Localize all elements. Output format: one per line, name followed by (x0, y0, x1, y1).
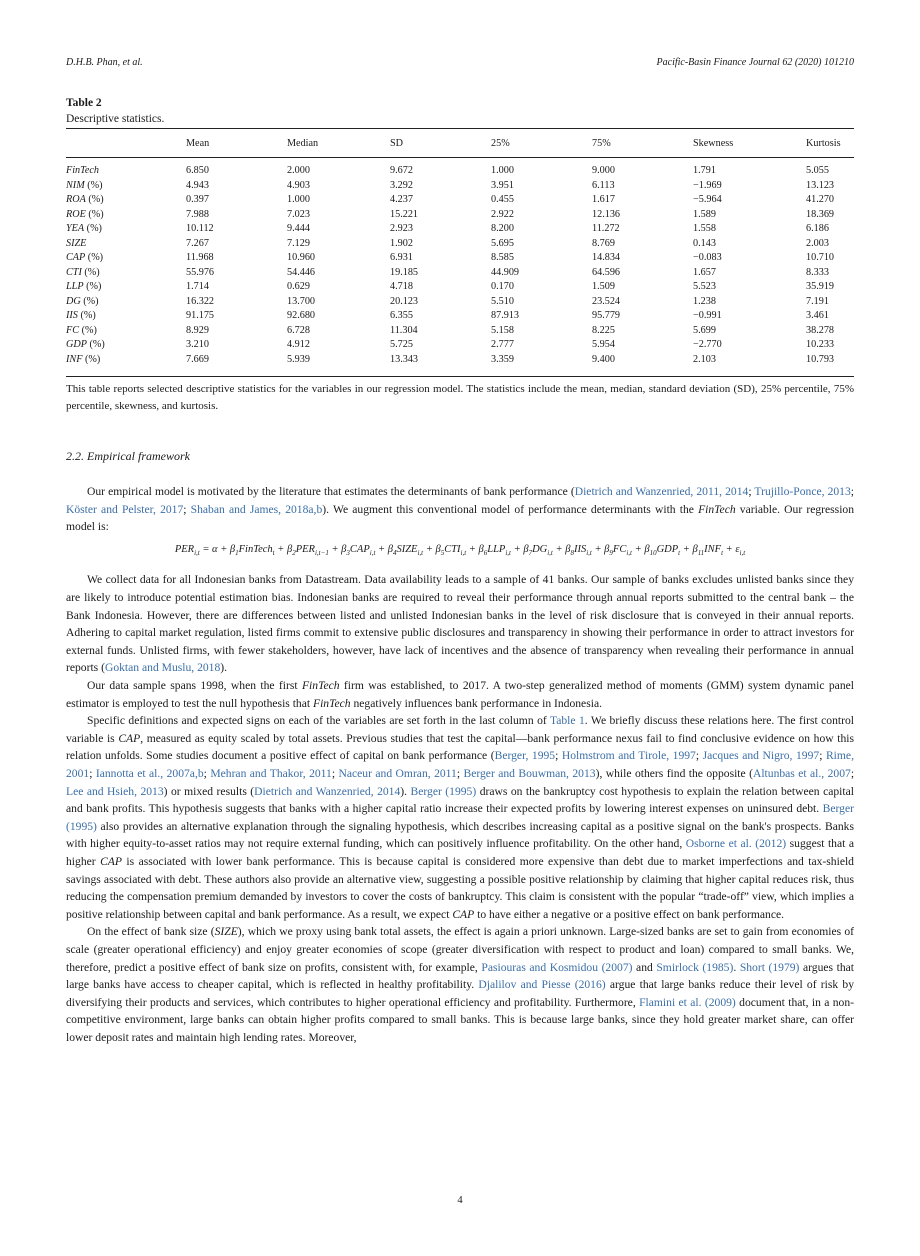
table-row (66, 266, 854, 281)
column-header: 75% (592, 129, 693, 158)
citation-link[interactable]: Naceur and Omran, 2011 (338, 767, 457, 780)
regression-equation: $PER_{i,t} = \alpha$ + $\beta_1FinTech_t + \beta_2PER_{i,t-1} + \beta_3CAP_{i,t}$ + $\beta_4SIZE_{i,t} + \beta_5CTI_{i,t} + \beta_6LLP_{i,t} + \beta_7DG_{i,t} + \beta_8IIS_{i,t} + \beta_9FC_{i,t} + \beta_{10}GDP_t + \beta_{11}INF_t + \varepsilon_{i,t}$ (174, 543, 746, 557)
variable-name-cell (66, 222, 186, 237)
stat-value-cell: 2.003 (806, 237, 829, 249)
stat-value-cell: −5.964 (693, 194, 722, 205)
citation-link[interactable]: Jacques and Nigro, 1997 (702, 749, 820, 763)
stat-value-cell: 5.699 (693, 324, 716, 336)
stat-value-cell: 44.909 (491, 266, 520, 278)
variable-name: ROA (66, 194, 86, 205)
stat-value-cell: 8.333 (806, 266, 829, 278)
variable-name-cell (66, 338, 186, 353)
stat-value-cell: 8.200 (491, 223, 514, 234)
stat-value-cell: 11.272 (592, 223, 620, 234)
citation-link[interactable]: Smirlock (1985) (656, 960, 734, 974)
stat-value-cell: 9.444 (287, 223, 310, 234)
variable-name: SIZE (66, 237, 87, 249)
variable-name-cell (66, 193, 186, 208)
page-number: 4 (457, 1195, 463, 1206)
citation-link[interactable]: Flamini et al. (2009) (639, 995, 736, 1009)
table-row (66, 222, 854, 237)
stat-value-cell: 6.113 (592, 179, 615, 191)
column-header: SD (390, 129, 491, 158)
stat-value-cell: 10.960 (287, 252, 316, 263)
stat-value-cell: 0.455 (491, 194, 514, 205)
stat-value-cell: 1.902 (390, 237, 413, 249)
stat-value-cell: 16.322 (186, 295, 215, 307)
column-header: 25% (491, 129, 592, 158)
stat-value-cell: 5.695 (491, 237, 514, 249)
variable-name: ROE (66, 208, 86, 220)
citation-link[interactable]: Berger and Bouwman, 2013 (463, 767, 596, 780)
stat-value-cell: 4.912 (287, 339, 310, 350)
body-text (66, 483, 854, 1047)
stat-value-cell: 1.558 (693, 223, 716, 234)
stat-value-cell: 91.175 (186, 310, 215, 321)
variable-unit: (%) (80, 295, 99, 307)
stat-value-cell: 6.186 (806, 223, 829, 234)
citation-link[interactable]: Berger (1995) (410, 784, 477, 798)
stat-value-cell: 92.680 (287, 310, 316, 321)
stat-value-cell: 5.939 (287, 353, 390, 377)
stat-value-cell: 15.221 (390, 208, 419, 220)
running-header-authors: D.H.B. Phan, et al. (66, 57, 143, 68)
citation-link[interactable]: Pasiouras and Kosmidou (2007) (481, 960, 633, 974)
variable-unit: (%) (86, 339, 105, 350)
stat-value-cell: 10.710 (806, 252, 835, 263)
stat-value-cell: 1.714 (186, 281, 209, 292)
stat-value-cell: 1.617 (592, 194, 615, 205)
variable-name: INF (66, 353, 83, 365)
column-header: Mean (186, 129, 287, 158)
citation-link[interactable]: Dietrich and Wanzenried, 2014 (254, 784, 401, 798)
paragraph: We collect data for all Indonesian banks from Datastream. Data availability leads to a sample of 41 banks. Our sample of banks excludes unlisted banks since they are likely to introduce potential estimation bias. Indonesian banks are required to reveal their performance through annual reports submitted to the central bank – the Bank Indonesia. However, there are differences between listed and unlisted Indonesian banks in the level of risk disclosure that is conveyed in their annual reports. Adhering to capital market regulation, listed firms commit to extensive public disclosures and transparency in showing their performance in order to attract investors for external funds. Unlisted firms, with fewer stakeholders, however, have lack of incentives and the absence of transparency when revealing their performance in annual reports (Goktan and Muslu, 2018). (66, 573, 854, 675)
table-row (66, 324, 854, 339)
stat-value-cell: 4.903 (287, 179, 310, 191)
stat-value-cell: 1.000 (491, 165, 514, 176)
stat-value-cell: 0.143 (693, 237, 716, 249)
stat-value-cell: 4.237 (390, 194, 413, 205)
variable-unit: (%) (77, 310, 96, 321)
stat-value-cell: 6.931 (390, 252, 413, 263)
table-row (66, 251, 854, 266)
stat-value-cell: 1.791 (693, 165, 716, 176)
stat-value-cell: 7.023 (287, 208, 310, 220)
variable-name-cell (66, 179, 186, 194)
stat-value-cell: 5.055 (806, 165, 829, 176)
stat-value-cell: 13.123 (806, 179, 835, 191)
stat-value-cell: 13.343 (390, 353, 491, 377)
variable-unit: (%) (85, 208, 104, 220)
variable-name-cell (66, 280, 186, 295)
variable-name-cell (66, 237, 186, 252)
stat-value-cell: 7.129 (287, 237, 310, 249)
stat-value-cell: 4.718 (390, 281, 413, 292)
paragraph: Specific definitions and expected signs on each of the variables are set forth in the last column of Table 1. We briefly discuss these relations here. The first control variable is CAP, measured as equity scaled by total assets. Previous studies that test the capital—bank performance nexus fail to find conclusive evidence on how this relation unfolds. Some studies document a positive effect of capital on bank performance (Berger, 1995; Holmstrom and Tirole, 1997; Jacques and Nigro, 1997; Rime, 2001; Iannotta et al., 2007a,b; Mehran and Thakor, 2011; Naceur and Omran, 2011; Berger and Bouwman, 2013), while others find the opposite (Altunbas et al., 2007; Lee and Hsieh, 2013) or mixed results (Dietrich and Wanzenried, 2014). Berger (1995) draws on the bankruptcy cost hypothesis to explain the relation between capital and bank profits. This hypothesis suggests that banks with a higher capital ratio increase their expected profits by lowering interest expenses on uninsured debt. Berger (1995) also provides an alternative explanation through the signaling hypothesis, which describes increasing capital as a positive signal on the bank's prospects. Banks with higher equity-to-asset ratios may not require external funding, which can positively influence profitability. On the other hand, Osborne et al. (2012) suggest that a higher CAP is associated with lower bank performance. This is because capital is considered more expensive than debt due to market imperfections and tax-shield savings associated with debt. These authors also provide an alternative view, suggesting a possible positive relationship by claiming that higher capital reduces risk, thus reducing the compensation premium demanded by investors to cover the costs of bankruptcy. This claim is consistent with the popular “trade-off” view, which implies a positive relationship between capital and bank performance. As a result, we expect CAP to have either a negative or a positive effect on bank performance. (66, 714, 855, 921)
variable-name: IIS (66, 310, 78, 321)
stat-value-cell: 8.929 (186, 324, 209, 336)
stat-value-cell: 5.725 (390, 339, 413, 350)
stat-value-cell: 5.510 (491, 295, 514, 307)
variable-name-cell (66, 353, 186, 377)
stat-value-cell: 8.769 (592, 237, 615, 249)
variable-name: CAP (66, 252, 86, 263)
stat-value-cell: 35.919 (806, 281, 835, 292)
variable-name: CTI (66, 266, 82, 278)
variable-unit: (%) (85, 194, 104, 205)
stat-value-cell: 11.968 (186, 252, 214, 263)
citation-link[interactable]: Goktan and Muslu, 2018 (104, 661, 221, 675)
stat-value-cell: 1.238 (693, 295, 716, 307)
column-header: Kurtosis (806, 129, 854, 158)
table-note: This table reports selected descriptive statistics for the variables in our regression model. The statistics include the mean, median, standard deviation (SD), 25% percentile, 75% percentile, skewness, and kurtosis. (66, 383, 854, 412)
citation-link[interactable]: Holmstrom and Tirole, 1997 (561, 749, 696, 763)
stat-value-cell: 3.461 (806, 310, 829, 321)
table-row (66, 237, 854, 252)
variable-name-cell (66, 158, 186, 179)
stat-value-cell: 7.191 (806, 295, 829, 307)
variable-unit: (%) (84, 223, 102, 234)
stat-value-cell: 13.700 (287, 295, 316, 307)
stat-value-cell: 87.913 (491, 310, 520, 321)
stat-value-cell: 2.922 (491, 208, 514, 220)
citation-link[interactable]: Trujillo-Ponce, 2013 (754, 485, 851, 498)
column-header: Median (287, 129, 390, 158)
citation-link[interactable]: Iannotta et al., 2007a,b (95, 767, 204, 780)
citation-link[interactable]: Rime, 2001 (66, 749, 854, 780)
stat-value-cell: 2.103 (693, 353, 806, 377)
stat-value-cell: 9.000 (592, 165, 615, 176)
variable-name-cell (66, 208, 186, 223)
stat-value-cell: 54.446 (287, 266, 316, 278)
stat-value-cell: 95.779 (592, 310, 621, 321)
stat-value-cell: 41.270 (806, 194, 835, 205)
stat-value-cell: 7.669 (186, 353, 287, 377)
stat-value-cell: 3.210 (186, 339, 209, 350)
stat-value-cell: 2.777 (491, 339, 514, 350)
table-title: Descriptive statistics. (66, 113, 165, 125)
citation-link[interactable]: Dietrich and Wanzenried, 2011, 2014 (574, 485, 749, 498)
stat-value-cell: 9.400 (592, 353, 693, 377)
citation-link[interactable]: Altunbas et al., 2007 (752, 767, 851, 780)
running-header-journal: Pacific-Basin Finance Journal 62 (2020) 101210 (656, 57, 854, 68)
section-heading: 2.2. Empirical framework (66, 449, 190, 463)
stat-value-cell: 1.000 (287, 194, 310, 205)
variable-name-cell (66, 309, 186, 324)
stat-value-cell: 12.136 (592, 208, 621, 220)
stat-value-cell: 8.585 (491, 252, 514, 263)
variable-unit: (%) (81, 266, 100, 278)
variable-unit: (%) (83, 281, 102, 292)
citation-link[interactable]: Osborne et al. (2012) (685, 837, 787, 851)
stat-value-cell: −0.083 (693, 252, 722, 263)
citation-link[interactable]: Mehran and Thakor, 2011 (210, 767, 332, 780)
table-row (66, 179, 854, 194)
table-row (66, 280, 854, 295)
table-link[interactable]: Table 1 (549, 714, 585, 728)
variable-name: FinTech (66, 165, 100, 176)
stat-value-cell: 7.988 (186, 208, 209, 220)
stat-value-cell: 3.359 (491, 353, 592, 377)
stat-value-cell: 64.596 (592, 266, 621, 278)
variable-unit: (%) (82, 353, 101, 365)
table-row (66, 309, 854, 324)
table-row (66, 193, 854, 208)
stat-value-cell: 6.728 (287, 324, 310, 336)
citation-link[interactable]: Lee and Hsieh, 2013 (66, 784, 164, 798)
stat-value-cell: 7.267 (186, 237, 209, 249)
citation-link[interactable]: Djalilov and Piesse (2016) (478, 978, 606, 992)
citation-link[interactable]: Berger, 1995 (494, 749, 556, 763)
variable-name-cell (66, 324, 186, 339)
citation-link[interactable]: Berger (1995) (66, 802, 854, 833)
stat-value-cell: 8.225 (592, 324, 615, 336)
table-label: Table 2 (66, 97, 102, 109)
stat-value-cell: 0.629 (287, 281, 310, 292)
table-header-row (66, 129, 854, 158)
stat-value-cell: 1.589 (693, 208, 716, 220)
stat-value-cell: −1.969 (693, 179, 722, 191)
stat-value-cell: 6.850 (186, 165, 209, 176)
table-caption (66, 95, 164, 127)
stat-value-cell: 10.233 (806, 339, 835, 350)
stat-value-cell: 1.657 (693, 266, 716, 278)
stat-value-cell: 10.793 (806, 353, 854, 377)
variable-name: FC (66, 324, 80, 336)
stat-value-cell: 5.158 (491, 324, 514, 336)
stat-value-cell: 23.524 (592, 295, 621, 307)
stat-value-cell: 5.954 (592, 339, 615, 350)
variable-unit: (%) (79, 324, 97, 336)
column-header (66, 129, 186, 158)
paragraph: On the effect of bank size (SIZE), which we proxy using bank total assets, the effect is again a priori unknown. Large-sized banks are set to gain from economies of scale (greater operational efficiency) and enjoy greater economies of scope (greater diversification with respect to product and loan) compared to small banks. We, therefore, predict a positive effect of bank size on profits, consistent with, for example, Pasiouras and Kosmidou (2007) and Smirlock (1985). Short (1979) argues that large banks have access to cheaper capital, which is reflected in healthy profitability. Djalilov and Piesse (2016) argue that large banks reduce their level of risk by diversifying their products and services, which contributes to higher operational efficiency and profitability. Furthermore, Flamini et al. (2009) document that, in a non-competitive environment, large banks can obtain higher profits compared to small banks. This is because large banks, since they hold greater market share, can offer lower deposit rates and maintain high lending rates. Moreover, (66, 925, 855, 1044)
stat-value-cell: 0.397 (186, 194, 209, 205)
stat-value-cell: 3.292 (390, 179, 413, 191)
stat-value-cell: 55.976 (186, 266, 215, 278)
stat-value-cell: 2.000 (287, 165, 310, 176)
variable-name: YEA (66, 223, 85, 234)
stat-value-cell: 14.834 (592, 252, 621, 263)
citation-link[interactable]: Short (1979) (739, 960, 800, 974)
citation-link[interactable]: Köster and Pelster, 2017 (66, 502, 184, 516)
stat-value-cell: 6.355 (390, 310, 413, 321)
stat-value-cell: 5.523 (693, 281, 716, 292)
stat-value-cell: 4.943 (186, 179, 209, 191)
paragraph: Our data sample spans 1998, when the first FinTech firm was established, to 2017. A two-step generalized method of moments (GMM) system dynamic panel estimator is employed to test the null hypothesis that FinTech negatively influences bank performance in Indonesia. (66, 679, 854, 710)
variable-name-cell (66, 266, 186, 281)
paragraph: Our empirical model is motivated by the literature that estimates the determinants of bank performance (Dietrich and Wanzenried, 2011, 2014; Trujillo-Ponce, 2013; Köster and Pelster, 2017; Shaban and James, 2018a,b). We augment this conventional model of performance determinants with the FinTech variable. Our regression model is: (66, 485, 855, 534)
variable-name-cell (66, 251, 186, 266)
table-row (66, 158, 854, 179)
variable-unit: (%) (85, 252, 104, 263)
stat-value-cell: −0.991 (693, 310, 722, 321)
descriptive-statistics-table (66, 128, 854, 377)
stat-value-cell: 19.185 (390, 266, 419, 278)
stat-value-cell: 2.923 (390, 223, 413, 234)
variable-name: GDP (66, 339, 87, 350)
table-row (66, 208, 854, 223)
stat-value-cell: 0.170 (491, 281, 514, 292)
stat-value-cell: 38.278 (806, 324, 835, 336)
table-row (66, 295, 854, 310)
variable-name-cell (66, 295, 186, 310)
citation-link[interactable]: Shaban and James, 2018a,b (190, 502, 323, 516)
variable-unit: (%) (84, 179, 103, 191)
stat-value-cell: 3.951 (491, 179, 514, 191)
stat-value-cell: 20.123 (390, 295, 419, 307)
stat-value-cell: 18.369 (806, 208, 835, 220)
stat-value-cell: 10.112 (186, 223, 214, 234)
column-header: Skewness (693, 129, 806, 158)
stat-value-cell: 1.509 (592, 281, 615, 292)
variable-name: LLP (66, 281, 84, 292)
table-row (66, 353, 854, 377)
stat-value-cell: 11.304 (390, 324, 418, 336)
stat-value-cell: −2.770 (693, 339, 722, 350)
variable-name: DG (66, 295, 81, 307)
stat-value-cell: 9.672 (390, 165, 413, 176)
table-row (66, 338, 854, 353)
variable-name: NIM (66, 179, 85, 191)
